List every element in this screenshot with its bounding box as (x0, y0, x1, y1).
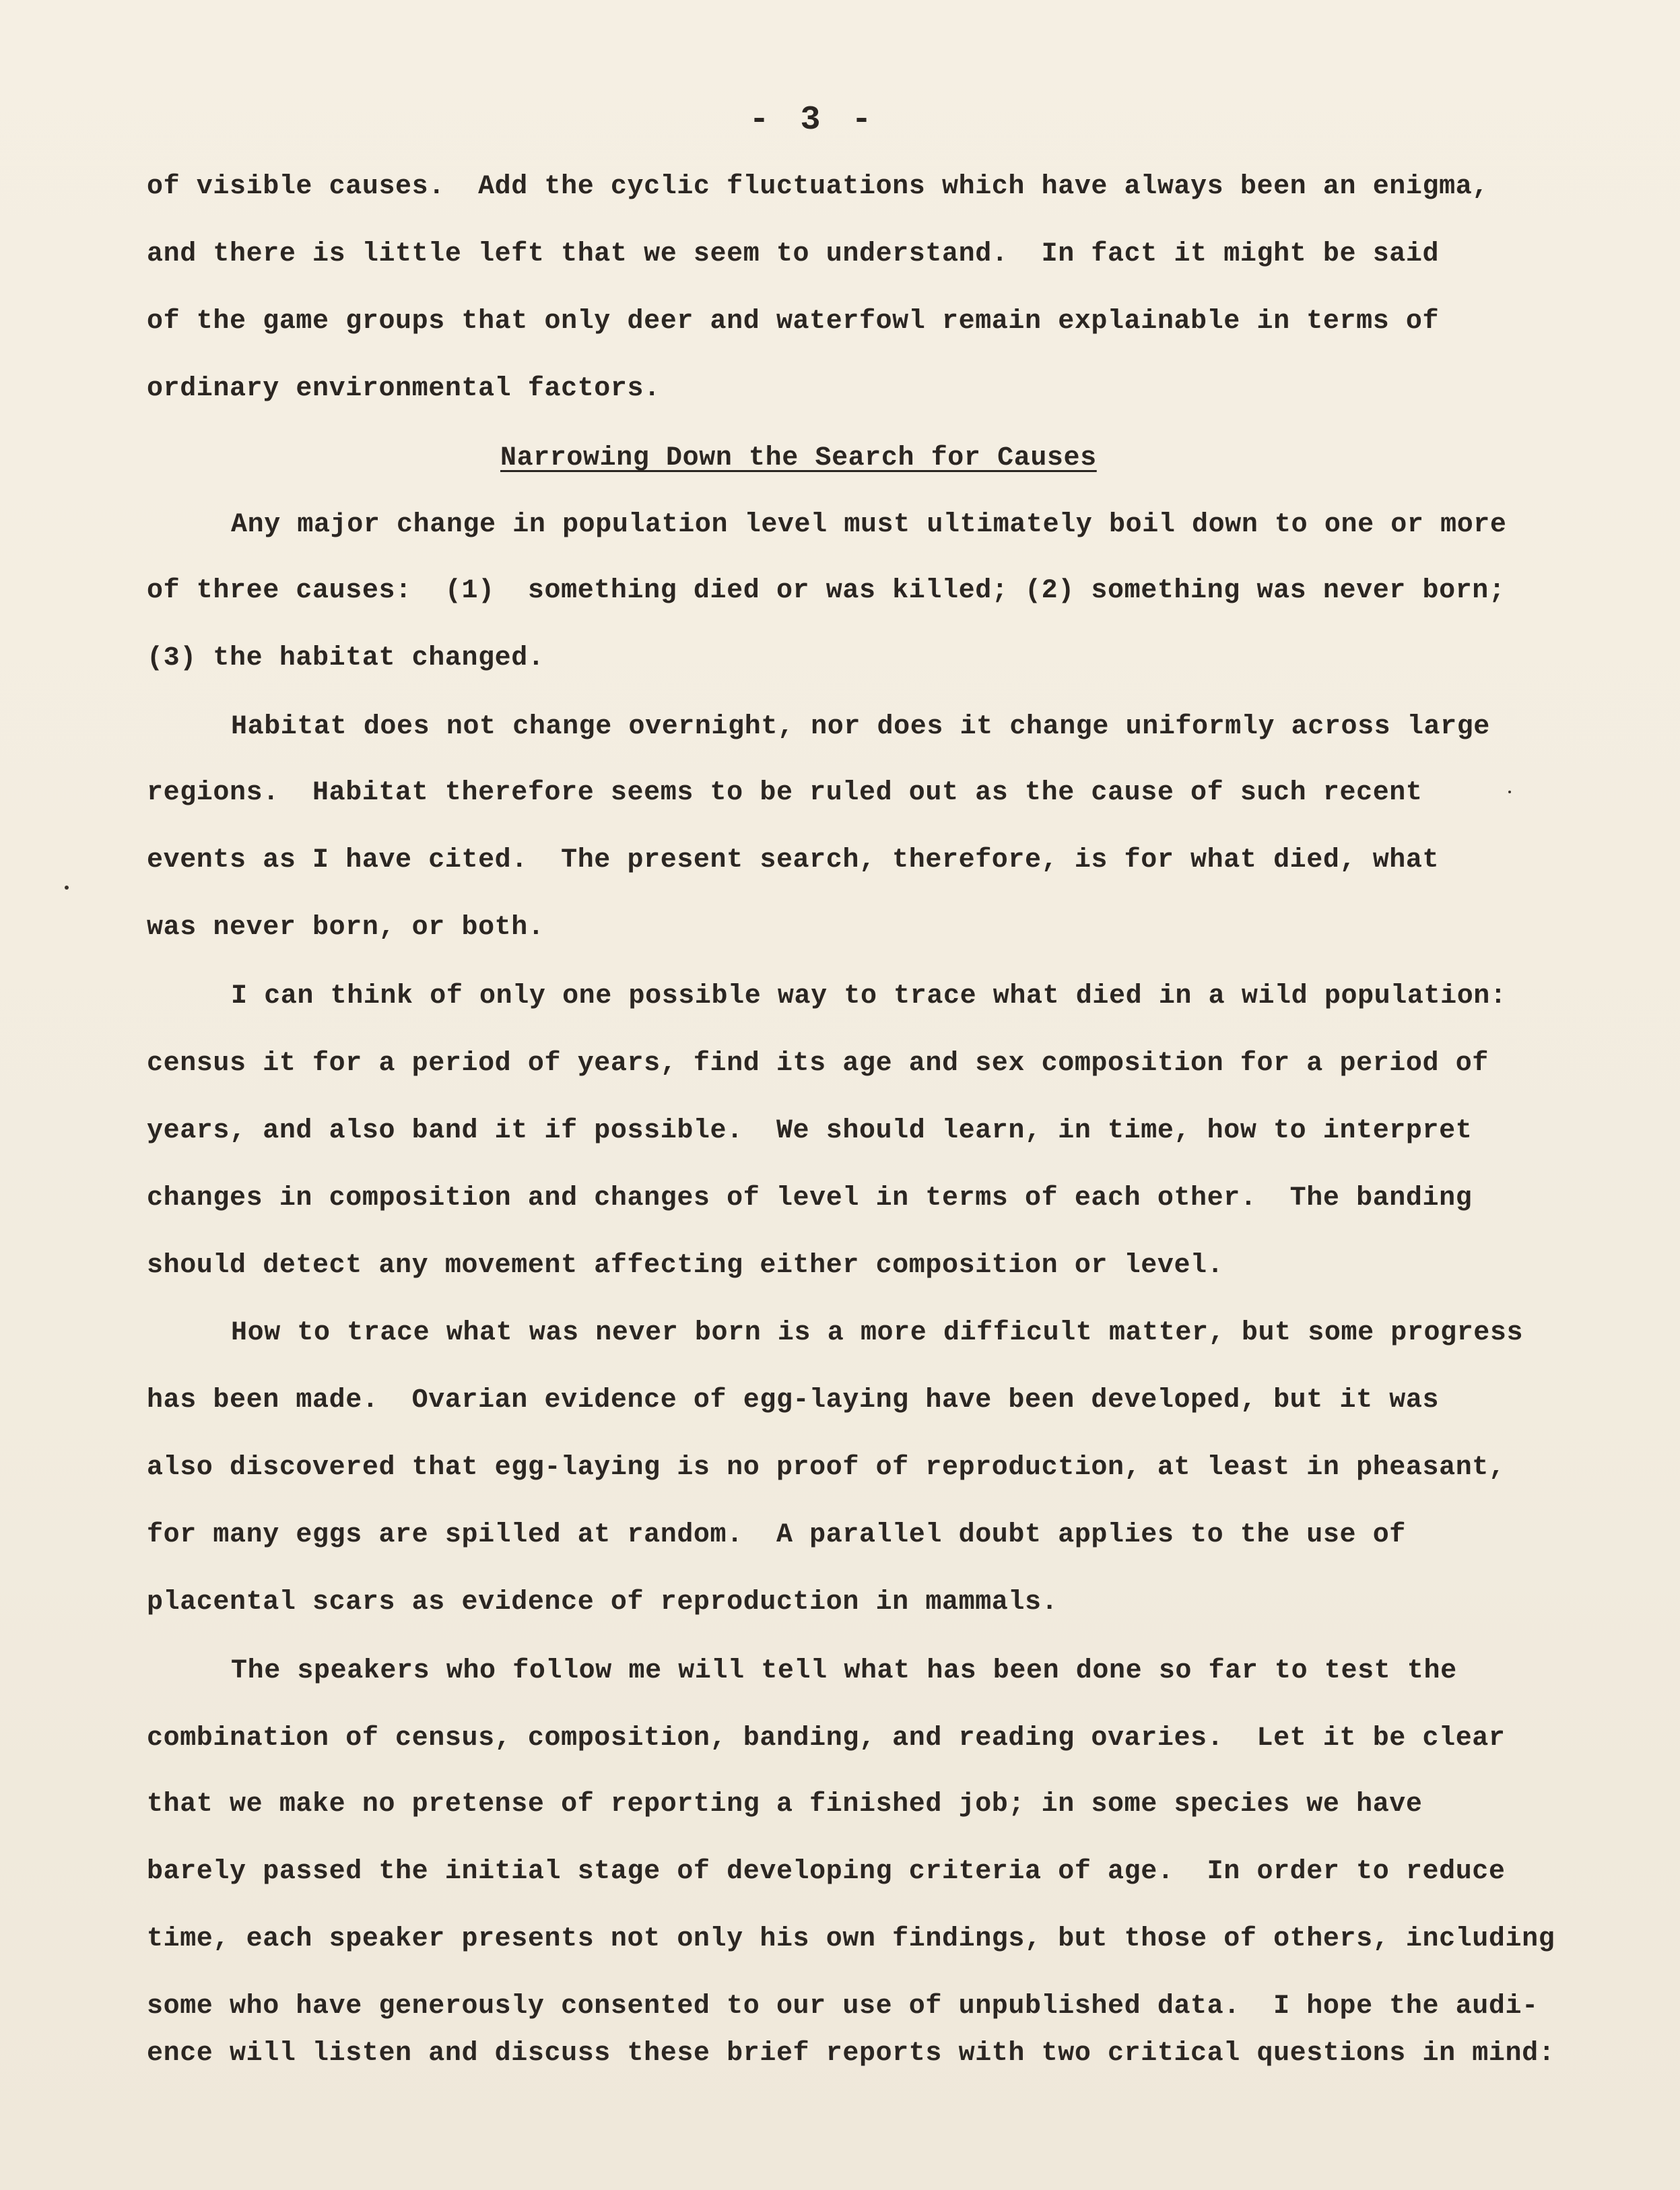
body-line: was never born, or both. (147, 912, 545, 943)
body-line: combination of census, composition, banding, and reading ovaries. Let it be clear (147, 1723, 1506, 1754)
body-line: of visible causes. Add the cyclic fluctuations which have always been an enigma, (147, 172, 1489, 202)
body-line: that we make no pretense of reporting a finished job; in some species we have (147, 1789, 1423, 1820)
body-line: Any major change in population level must ultimately boil down to one or more (231, 510, 1507, 540)
body-line: The speakers who follow me will tell what has been done so far to test the (231, 1656, 1457, 1686)
body-line: of three causes: (1) something died or was killed; (2) something was never born; (147, 576, 1506, 606)
body-line: has been made. Ovarian evidence of egg-laying have been developed, but it was (147, 1385, 1440, 1416)
paper-speck (65, 886, 69, 890)
body-line: should detect any movement affecting either composition or level. (147, 1251, 1224, 1281)
body-line: ence will listen and discuss these brief reports with two critical questions in mind: (147, 2038, 1555, 2069)
body-line: and there is little left that we seem to understand. In fact it might be said (147, 239, 1440, 269)
paper-speck (1508, 791, 1511, 793)
body-line: of the game groups that only deer and waterfowl remain explainable in terms of (147, 306, 1440, 337)
body-line: events as I have cited. The present search, therefore, is for what died, what (147, 845, 1440, 875)
body-line: changes in composition and changes of level in terms of each other. The banding (147, 1183, 1473, 1214)
body-line: ordinary environmental factors. (147, 374, 661, 404)
body-line: for many eggs are spilled at random. A parallel doubt applies to the use of (147, 1520, 1406, 1550)
body-line: census it for a period of years, find its age and sex composition for a period of (147, 1049, 1489, 1079)
body-line: time, each speaker presents not only his own findings, but those of others, including (147, 1924, 1555, 1954)
body-line: I can think of only one possible way to trace what died in a wild population: (231, 981, 1507, 1011)
body-line: How to trace what was never born is a more difficult matter, but some progress (231, 1318, 1524, 1348)
body-line: years, and also band it if possible. We should learn, in time, how to interpret (147, 1116, 1473, 1146)
body-line: also discovered that egg-laying is no proof of reproduction, at least in pheasant, (147, 1453, 1506, 1483)
body-line: regions. Habitat therefore seems to be ruled out as the cause of such recent (147, 778, 1423, 808)
page-number: - 3 - (749, 101, 877, 139)
body-line: Habitat does not change overnight, nor does it change uniformly across large (231, 712, 1490, 742)
body-line: placental scars as evidence of reproduction in mammals. (147, 1587, 1059, 1618)
body-line: barely passed the initial stage of developing criteria of age. In order to reduce (147, 1857, 1506, 1887)
section-heading: Narrowing Down the Search for Causes (500, 443, 1097, 473)
body-line: some who have generously consented to our use of unpublished data. I hope the audi- (147, 1991, 1539, 2022)
body-line: (3) the habitat changed. (147, 643, 545, 673)
